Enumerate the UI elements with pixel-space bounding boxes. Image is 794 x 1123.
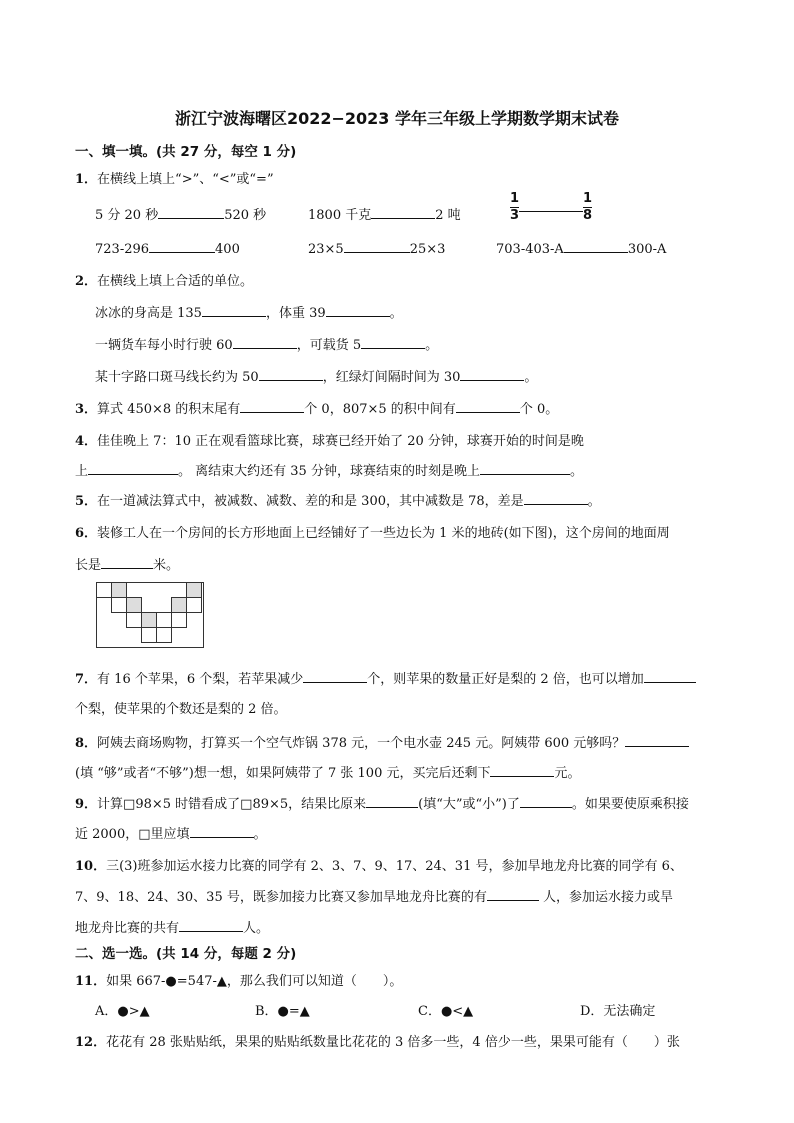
- answer-blank[interactable]: [366, 795, 418, 808]
- question-text: 在横线上填上合适的单位。: [97, 274, 254, 289]
- question-number: 12．: [75, 1035, 107, 1050]
- question-number: 5．: [75, 494, 98, 509]
- q2-line-1: 冰冰的身高是 135 ，体重 39 。: [95, 306, 403, 321]
- answer-blank[interactable]: [259, 368, 323, 381]
- compare-left: 723-296: [95, 242, 150, 257]
- answer-blank[interactable]: [303, 670, 367, 683]
- compare-right: 25×3: [409, 242, 446, 257]
- q1-compare-2: [308, 204, 461, 223]
- answer-blank[interactable]: [344, 240, 410, 253]
- question-number: 7．: [75, 672, 98, 687]
- compare-right: 520 秒: [224, 208, 267, 223]
- option-d[interactable]: D．无法确定: [580, 1004, 656, 1019]
- q1-compare-1: [95, 204, 266, 223]
- page-title: 浙江宁波海曙区2022−2023 学年三年级上学期数学期末试卷: [174, 109, 620, 128]
- q1-compare-fractions: [510, 192, 592, 223]
- answer-blank[interactable]: [88, 462, 178, 475]
- answer-blank[interactable]: [644, 670, 696, 683]
- compare-right: 300-A: [627, 242, 667, 257]
- question-number: 4．: [75, 434, 98, 449]
- answer-blank[interactable]: [361, 336, 425, 349]
- question-number: 8．: [75, 736, 98, 751]
- answer-blank[interactable]: [456, 400, 520, 413]
- fraction-left: $\frac{1}{3}$: [510, 191, 520, 223]
- compare-left: 1800 千克: [308, 208, 372, 223]
- question-6-line-2: 长是 米。: [75, 558, 180, 573]
- answer-blank[interactable]: [149, 240, 215, 253]
- answer-blank[interactable]: [190, 825, 254, 838]
- question-number: 1．: [75, 172, 98, 187]
- answer-blank[interactable]: [233, 336, 297, 349]
- question-9-line-1: 9．计算□98×5 时错看成了□89×5，结果比原来 (填“大”或“小”)了 。如果要使原乘积接: [75, 797, 689, 812]
- answer-blank[interactable]: [371, 206, 435, 219]
- question-number: 2．: [75, 274, 98, 289]
- question-11: 11．如果 667-●=547-▲，那么我们可以知道（ ）。: [75, 974, 403, 989]
- answer-blank[interactable]: [564, 240, 628, 253]
- question-text: 在横线上填上“>”、“<”或“=”: [97, 172, 274, 187]
- section-heading-1: 一、填一填。(共 27 分，每空 1 分): [75, 144, 297, 160]
- q1-compare-3: [95, 240, 240, 257]
- option-a[interactable]: A．●>▲: [95, 1004, 150, 1019]
- question-number: 3．: [75, 402, 98, 417]
- section-heading-2: 二、选一选。(共 14 分，每题 2 分): [75, 946, 297, 962]
- question-9-line-2: 近 2000，□里应填 。: [75, 827, 267, 842]
- compare-left: 23×5: [308, 242, 344, 257]
- answer-blank[interactable]: [240, 400, 304, 413]
- question-number: 11．: [75, 974, 107, 989]
- compare-right: 2 吨: [435, 208, 461, 223]
- question-6-line-1: 6．装修工人在一个房间的长方形地面上已经铺好了一些边长为 1 米的地砖(如下图)，这个房间的地面周: [75, 526, 670, 541]
- question-number: 10．: [75, 859, 107, 874]
- question-4-line-1: 4．佳佳晚上 7：10 正在观看篮球比赛，球赛已经开始了 20 分钟，球赛开始的时间是晚: [75, 434, 584, 449]
- answer-blank[interactable]: [158, 206, 224, 219]
- q1-compare-4: [308, 240, 445, 257]
- fraction-right: $\frac{1}{8}$: [583, 191, 593, 223]
- question-number: 9．: [75, 797, 98, 812]
- question-1-prompt: [75, 168, 274, 187]
- compare-left: 5 分 20 秒: [95, 208, 159, 223]
- question-12: 12．花花有 28 张贴贴纸，果果的贴贴纸数量比花花的 3 倍多一些，4 倍少一些，果果可能有（ ）张: [75, 1035, 680, 1050]
- answer-blank[interactable]: [101, 556, 153, 569]
- question-4-line-2: 上 。 离结束大约还有 35 分钟，球赛结束的时刻是晚上 。: [75, 464, 583, 479]
- answer-blank[interactable]: [179, 919, 243, 932]
- question-5: 5．在一道减法算式中，被减数、减数、差的和是 300，其中减数是 78，差是 。: [75, 494, 601, 509]
- answer-blank[interactable]: [524, 492, 588, 505]
- answer-blank[interactable]: [519, 211, 583, 212]
- question-7-line-1: 7．有 16 个苹果，6 个梨，若苹果减少 个，则苹果的数量正好是梨的 2 倍，也可以增加: [75, 668, 696, 687]
- question-10-line-3: 地龙舟比赛的共有 人。: [75, 921, 270, 936]
- question-3: 3．算式 450×8 的积末尾有 个 0，807×5 的积中间有 个 0。: [75, 402, 559, 417]
- answer-blank[interactable]: [520, 795, 572, 808]
- q2-line-2: 一辆货车每小时行驶 60 ，可载货 5 。: [95, 338, 439, 353]
- option-c[interactable]: C．●<▲: [418, 1004, 474, 1019]
- answer-blank[interactable]: [625, 734, 689, 747]
- question-7-line-2: 个梨，使苹果的个数还是梨的 2 倍。: [75, 702, 287, 717]
- question-10-line-2: 7、9、18、24、30、35 号，既参加接力比赛又参加旱地龙舟比赛的有 人，参加运水接力或旱: [75, 890, 673, 905]
- question-number: 6．: [75, 526, 98, 541]
- question-10-line-1: 10．三(3)班参加运水接力比赛的同学有 2、3、7、9、17、24、31 号，参加旱地龙舟比赛的同学有 6、: [75, 859, 683, 874]
- answer-blank[interactable]: [202, 304, 266, 317]
- answer-blank[interactable]: [487, 888, 539, 901]
- answer-blank[interactable]: [480, 462, 570, 475]
- compare-right: 400: [215, 242, 240, 257]
- q2-line-3: 某十字路口斑马线长约为 50 ，红绿灯间隔时间为 30 。: [95, 370, 538, 385]
- answer-blank[interactable]: [490, 764, 554, 777]
- compare-left: 703-403-A: [496, 242, 564, 257]
- question-8-line-2: (填 “够”或者“不够”)想一想，如果阿姨带了 7 张 100 元，买完后还剩下 元。: [75, 766, 581, 781]
- answer-blank[interactable]: [326, 304, 390, 317]
- question-2-prompt: [75, 270, 253, 289]
- floor-tile-figure: [96, 582, 206, 650]
- question-8-line-1: 8．阿姨去商场购物，打算买一个空气炸锅 378 元，一个电水壶 245 元。阿姨带 600 元够吗？: [75, 732, 689, 751]
- option-b[interactable]: B．●=▲: [255, 1004, 310, 1019]
- answer-blank[interactable]: [460, 368, 524, 381]
- q1-compare-5: [496, 240, 666, 257]
